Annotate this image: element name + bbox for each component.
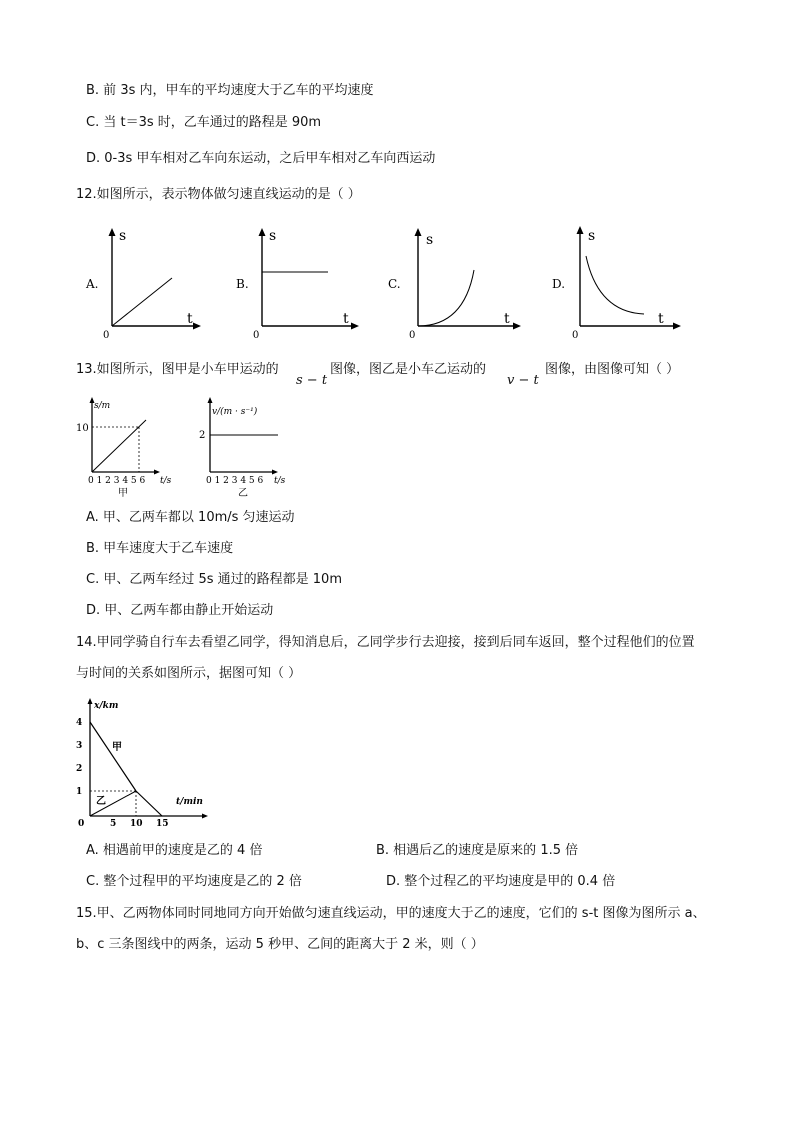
q13-graph-yi bbox=[196, 396, 306, 500]
q13-option-a: A. 甲、乙两车都以 10m/s 匀速运动 bbox=[86, 510, 295, 525]
q13-jia-x-label: t/s bbox=[160, 476, 172, 486]
q12-graph-b-origin: 0 bbox=[253, 330, 260, 341]
q13-yi-y-tick: 2 bbox=[199, 430, 206, 441]
q12-graph-a-y-label: s bbox=[119, 228, 127, 244]
q14-stem-line1: 14.甲同学骑自行车去看望乙同学，得知消息后，乙同学步行去迎接，接到后同车返回，整个过程他们的位置 bbox=[76, 635, 695, 650]
q14-y-tick-3: 3 bbox=[76, 741, 83, 751]
q15-stem-line1: 15.甲、乙两物体同时同地同方向开始做匀速直线运动，甲的速度大于乙的速度，它们的 s-t 图像为图所示 a、 bbox=[76, 906, 706, 921]
q13-yi-x-label: t/s bbox=[274, 476, 286, 486]
q13-jia-y-label: s/m bbox=[94, 401, 111, 411]
q15-stem-line2: b、c 三条图线中的两条，运动 5 秒甲、乙间的距离大于 2 米，则（ ） bbox=[76, 937, 484, 952]
q11-option-c: C. 当 t＝3s 时，乙车通过的路程是 90m bbox=[86, 115, 322, 130]
q13-jia-y-tick: 10 bbox=[76, 423, 89, 434]
q12-graph-d bbox=[550, 222, 690, 344]
q13-stem-part3: 图像，由图像可知（ ） bbox=[545, 362, 680, 377]
q12-graph-a-origin: 0 bbox=[103, 330, 110, 341]
q13-option-c: C. 甲、乙两车经过 5s 通过的路程都是 10m bbox=[86, 572, 342, 587]
q14-label-yi: 乙 bbox=[96, 796, 106, 807]
q14-origin: 0 bbox=[78, 819, 85, 829]
q13-graph-jia bbox=[72, 396, 184, 500]
q13-jia-x-ticks: 0 1 2 3 4 5 6 bbox=[88, 476, 146, 486]
q13-option-d: D. 甲、乙两车都由静止开始运动 bbox=[86, 603, 274, 618]
q14-y-label: x/km bbox=[94, 701, 119, 711]
q11-option-b: B. 前 3s 内，甲车的平均速度大于乙车的平均速度 bbox=[86, 83, 374, 98]
q13-jia-line bbox=[92, 420, 146, 472]
q14-x-tick-15: 15 bbox=[156, 819, 169, 829]
q12-graph-a bbox=[84, 226, 204, 344]
q12-graph-d-origin: 0 bbox=[572, 330, 579, 341]
q14-y-tick-4: 4 bbox=[76, 718, 83, 728]
q12-graph-d-y-label: s bbox=[588, 228, 596, 244]
q11-option-d: D. 0-3s 甲车相对乙车向东运动，之后甲车相对乙车向西运动 bbox=[86, 151, 436, 166]
q14-label-jia: 甲 bbox=[112, 742, 122, 753]
q14-graph bbox=[72, 696, 212, 830]
q12-graph-d-label: D. bbox=[552, 277, 566, 291]
q12-graph-c-origin: 0 bbox=[409, 330, 416, 341]
q12-graph-d-x-label: t bbox=[658, 311, 664, 327]
q12-graph-b bbox=[234, 226, 364, 344]
q14-option-b: B. 相遇后乙的速度是原来的 1.5 倍 bbox=[376, 843, 579, 858]
q12-a-line bbox=[112, 278, 172, 326]
q14-option-a: A. 相遇前甲的速度是乙的 4 倍 bbox=[86, 843, 263, 858]
q14-stem-line2: 与时间的关系如图所示，据图可知（ ） bbox=[76, 666, 302, 681]
q13-yi-caption: 乙 bbox=[238, 488, 248, 499]
q13-option-b: B. 甲车速度大于乙车速度 bbox=[86, 541, 234, 556]
q12-graph-b-x-label: t bbox=[343, 311, 349, 327]
q13-stem-part2: 图像，图乙是小车乙运动的 bbox=[330, 362, 487, 377]
q14-jia-line bbox=[90, 722, 136, 791]
q12-graph-c-y-label: s bbox=[426, 232, 434, 248]
q12-graph-a-x-label: t bbox=[187, 311, 193, 327]
q12-graph-b-label: B. bbox=[236, 277, 249, 291]
q13-yi-y-label: v/(m · s⁻¹) bbox=[212, 407, 258, 417]
q14-return-line bbox=[136, 791, 162, 816]
q13-stem-part1: 13.如图所示，图甲是小车甲运动的 bbox=[76, 362, 279, 377]
q13-math-vt: v − t bbox=[507, 373, 539, 388]
q14-option-c: C. 整个过程甲的平均速度是乙的 2 倍 bbox=[86, 874, 302, 889]
q14-x-tick-5: 5 bbox=[110, 819, 117, 829]
q12-stem: 12.如图所示，表示物体做匀速直线运动的是（ ） bbox=[76, 187, 361, 202]
q14-option-d: D. 整个过程乙的平均速度是甲的 0.4 倍 bbox=[386, 874, 616, 889]
q13-yi-x-ticks: 0 1 2 3 4 5 6 bbox=[206, 476, 264, 486]
q12-c-curve bbox=[418, 270, 474, 326]
q12-graph-a-label: A. bbox=[86, 277, 99, 291]
q12-graph-c bbox=[386, 226, 526, 344]
q12-graph-c-label: C. bbox=[388, 277, 401, 291]
q14-y-tick-1: 1 bbox=[76, 787, 83, 797]
q14-y-tick-2: 2 bbox=[76, 764, 83, 774]
q12-graph-c-x-label: t bbox=[504, 311, 510, 327]
q13-math-st: s − t bbox=[296, 373, 328, 388]
q14-x-tick-10: 10 bbox=[130, 819, 143, 829]
q14-x-label: t/min bbox=[176, 797, 203, 807]
q12-graph-b-y-label: s bbox=[269, 228, 277, 244]
q12-d-curve bbox=[586, 256, 644, 314]
q13-jia-caption: 甲 bbox=[118, 488, 128, 499]
